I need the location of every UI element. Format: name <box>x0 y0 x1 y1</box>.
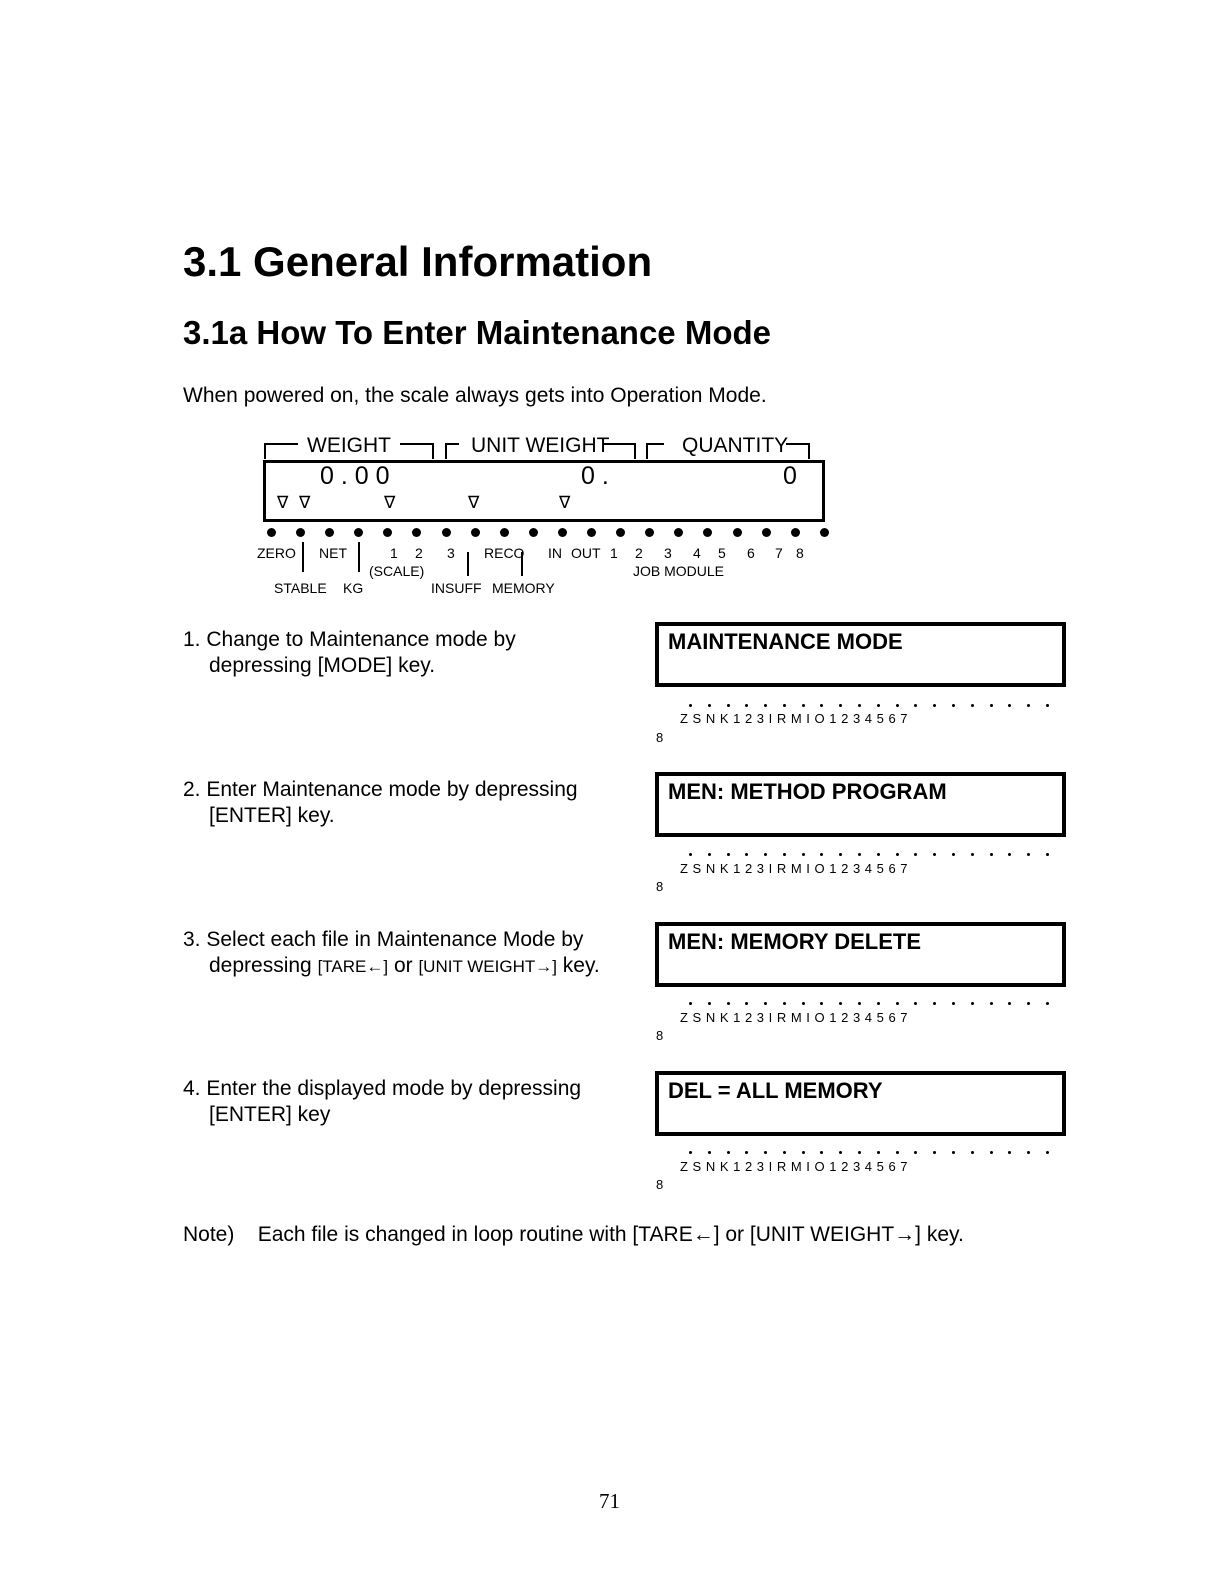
step-4-text <box>183 1076 581 1128</box>
mini-indicator-labels: Z S N K 1 2 3 I R M I O 1 2 3 4 5 6 7 <box>680 861 909 876</box>
triangle-indicator: ∇ <box>384 493 396 512</box>
label-job-4: 4 <box>693 545 701 561</box>
indicator-dot <box>500 528 509 537</box>
indicator-dot <box>529 528 538 537</box>
label-scale-3: 3 <box>447 545 455 561</box>
lcd-text: MEN: METHOD PROGRAM <box>668 779 947 804</box>
mini-indicator-dot <box>877 1002 880 1005</box>
mini-indicator-dot <box>952 704 955 707</box>
mini-indicator-dot <box>745 1002 748 1005</box>
label-in: IN <box>548 545 562 561</box>
indicator-dot <box>325 528 334 537</box>
step-2-text <box>183 777 578 829</box>
step-3-line-2 <box>183 953 600 980</box>
label-job-5: 5 <box>718 545 726 561</box>
triangle-indicator: ∇ <box>299 493 311 512</box>
quantity-bracket-right-v <box>808 443 810 459</box>
indicator-dot <box>442 528 451 537</box>
mini-indicator-dot <box>783 1151 786 1154</box>
mini-indicator-dot <box>914 1151 917 1154</box>
mini-indicator-dot <box>896 1002 899 1005</box>
mini-indicator-dot <box>783 853 786 856</box>
mini-dot-row <box>689 1000 1049 1006</box>
triangle-indicator: ∇ <box>559 493 571 512</box>
mini-indicator-dot <box>802 704 805 707</box>
label-kg: KG <box>343 580 364 596</box>
label-job-6: 6 <box>747 545 755 561</box>
subsection-title: 3.1a How To Enter Maintenance Mode <box>183 314 771 351</box>
mini-indicator-8: 8 <box>656 879 664 894</box>
quantity-bracket-right <box>786 443 808 445</box>
label-memory: MEMORY <box>492 580 555 596</box>
mini-indicator-dot <box>914 853 917 856</box>
weight-bracket-right <box>400 443 432 445</box>
mini-indicator-dot <box>689 1151 692 1154</box>
mini-indicator-dot <box>1046 704 1049 707</box>
mini-indicator-dot <box>802 1151 805 1154</box>
label-scale-1: 1 <box>390 545 398 561</box>
mini-indicator-dot <box>952 853 955 856</box>
indicator-dot-row <box>267 525 829 539</box>
indicator-dot <box>383 528 392 537</box>
mini-indicator-dot <box>914 704 917 707</box>
unit-weight-readout: 0 . <box>581 462 609 490</box>
mini-indicator-labels: Z S N K 1 2 3 I R M I O 1 2 3 4 5 6 7 <box>680 711 909 726</box>
mini-indicator-dot <box>896 704 899 707</box>
mini-indicator-dot <box>820 704 823 707</box>
label-stable: STABLE <box>274 580 327 596</box>
mini-indicator-dot <box>820 853 823 856</box>
mini-indicator-dot <box>764 1002 767 1005</box>
mini-indicator-dot <box>1027 1002 1030 1005</box>
step-3-text-e: key. <box>556 954 600 977</box>
page-number: 71 <box>599 1489 620 1513</box>
step-3-text-a: depressing <box>209 954 318 977</box>
leader-line-kg <box>358 542 360 572</box>
quantity-bracket-left-v <box>646 443 648 459</box>
leader-line-insuff <box>467 552 469 576</box>
label-net: NET <box>319 545 347 561</box>
mini-indicator-8: 8 <box>656 1028 664 1043</box>
mini-indicator-dot <box>952 1151 955 1154</box>
triangle-indicator: ∇ <box>468 493 480 512</box>
mini-indicator-dot <box>971 704 974 707</box>
indicator-dot <box>674 528 683 537</box>
weight-bracket-left <box>264 443 298 445</box>
indicator-dot <box>267 528 276 537</box>
mini-indicator-dot <box>764 704 767 707</box>
unit-weight-bracket-left <box>445 443 459 445</box>
label-scale-2: 2 <box>415 545 423 561</box>
step-4-line-2: [ENTER] key <box>209 1103 331 1126</box>
mini-indicator-dot <box>1046 1002 1049 1005</box>
triangle-indicator: ∇ <box>277 493 289 512</box>
indicator-dot <box>703 528 712 537</box>
indicator-dot <box>791 528 800 537</box>
mini-indicator-dot <box>727 853 730 856</box>
indicator-dot <box>296 528 305 537</box>
mini-indicator-dot <box>990 1151 993 1154</box>
mini-dot-row <box>689 1149 1049 1155</box>
mini-indicator-dot <box>839 1002 842 1005</box>
quantity-readout: 0 <box>783 462 797 490</box>
step-1-line-2: depressing [MODE] key. <box>209 654 436 677</box>
step-1-line-1: 1. Change to Maintenance mode by <box>183 628 516 651</box>
mini-indicator-dot <box>858 1151 861 1154</box>
weight-label: WEIGHT <box>307 434 391 457</box>
lcd-text: DEL = ALL MEMORY <box>668 1078 883 1103</box>
mini-indicator-dot <box>877 704 880 707</box>
mini-indicator-dot <box>877 853 880 856</box>
mini-indicator-dot <box>820 1002 823 1005</box>
label-job-1: 1 <box>610 545 618 561</box>
mini-indicator-dot <box>839 1151 842 1154</box>
label-reco: RECO <box>484 545 525 561</box>
mini-indicator-8: 8 <box>656 730 664 745</box>
mini-indicator-dot <box>764 853 767 856</box>
mini-indicator-dot <box>858 1002 861 1005</box>
mini-indicator-dot <box>1027 704 1030 707</box>
indicator-dot <box>820 528 829 537</box>
mini-indicator-dot <box>689 1002 692 1005</box>
label-scale: (SCALE) <box>369 563 425 579</box>
quantity-bracket-left <box>646 443 664 445</box>
mini-indicator-dot <box>783 704 786 707</box>
mini-indicator-dot <box>764 1151 767 1154</box>
lcd-display-step-2 <box>655 772 1066 837</box>
mini-indicator-dot <box>708 853 711 856</box>
indicator-dot <box>471 528 480 537</box>
mini-indicator-dot <box>820 1151 823 1154</box>
indicator-dot <box>616 528 625 537</box>
mini-indicator-dot <box>971 1002 974 1005</box>
mini-indicator-dot <box>933 1151 936 1154</box>
mini-indicator-dot <box>839 704 842 707</box>
mini-dot-row <box>689 851 1049 857</box>
weight-bracket-right-v <box>432 443 434 459</box>
note-text: Note) Each file is changed in loop routine with [TARE←] or [UNIT WEIGHT→] key. <box>183 1223 964 1246</box>
mini-indicator-dot <box>839 853 842 856</box>
indicator-dot <box>412 528 421 537</box>
mini-indicator-dot <box>1046 853 1049 856</box>
lcd-display-step-3 <box>655 922 1066 987</box>
mini-indicator-dot <box>858 853 861 856</box>
weight-readout: 0 . 0 0 <box>320 462 390 490</box>
mini-indicator-dot <box>933 853 936 856</box>
unit-weight-key-ref: [UNIT WEIGHT→] <box>418 957 557 976</box>
indicator-dot <box>558 528 567 537</box>
step-1-text <box>183 627 516 679</box>
label-out: OUT <box>571 545 601 561</box>
step-2-line-1: 2. Enter Maintenance mode by depressing <box>183 778 578 801</box>
mini-indicator-dot <box>1008 704 1011 707</box>
mini-indicator-dot <box>896 853 899 856</box>
label-zero: ZERO <box>257 545 296 561</box>
step-2-line-2: [ENTER] key. <box>209 804 335 827</box>
tare-key-ref: [TARE←] <box>317 957 389 976</box>
mini-dot-row <box>689 702 1049 708</box>
mini-indicator-dot <box>971 853 974 856</box>
mini-indicator-dot <box>933 1002 936 1005</box>
step-3-line-1: 3. Select each file in Maintenance Mode by <box>183 928 584 951</box>
weight-bracket-left-v <box>264 443 266 459</box>
unit-weight-label: UNIT WEIGHT <box>471 434 610 457</box>
lcd-text: MAINTENANCE MODE <box>668 629 903 654</box>
mini-indicator-dot <box>708 1151 711 1154</box>
mini-indicator-dot <box>745 704 748 707</box>
leader-line-stable <box>302 542 304 572</box>
mini-indicator-dot <box>745 853 748 856</box>
unit-weight-bracket-left-v <box>445 443 447 459</box>
mini-indicator-dot <box>727 1002 730 1005</box>
step-3-text-c: or <box>388 954 419 977</box>
label-job-7: 7 <box>775 545 783 561</box>
mini-indicator-dot <box>952 1002 955 1005</box>
mini-indicator-dot <box>727 1151 730 1154</box>
mini-indicator-dot <box>971 1151 974 1154</box>
indicator-dot <box>354 528 363 537</box>
unit-weight-bracket-right-v <box>634 443 636 459</box>
section-title: 3.1 General Information <box>183 238 653 285</box>
indicator-dot <box>733 528 742 537</box>
mini-indicator-dot <box>689 704 692 707</box>
mini-indicator-8: 8 <box>656 1177 664 1192</box>
mini-indicator-dot <box>727 704 730 707</box>
mini-indicator-dot <box>877 1151 880 1154</box>
step-4-line-1: 4. Enter the displayed mode by depressing <box>183 1077 582 1100</box>
indicator-dot <box>645 528 654 537</box>
mini-indicator-dot <box>1008 1002 1011 1005</box>
mini-indicator-dot <box>990 1002 993 1005</box>
mini-indicator-dot <box>933 704 936 707</box>
lcd-display-step-4 <box>655 1071 1066 1136</box>
indicator-dot <box>762 528 771 537</box>
mini-indicator-dot <box>1008 853 1011 856</box>
quantity-label: QUANTITY <box>682 434 789 457</box>
mini-indicator-dot <box>745 1151 748 1154</box>
intro-paragraph: When powered on, the scale always gets into Operation Mode. <box>183 384 767 407</box>
lcd-text: MEN: MEMORY DELETE <box>668 929 922 954</box>
mini-indicator-dot <box>708 1002 711 1005</box>
mini-indicator-dot <box>783 1002 786 1005</box>
mini-indicator-labels: Z S N K 1 2 3 I R M I O 1 2 3 4 5 6 7 <box>680 1159 909 1174</box>
label-job-2: 2 <box>635 545 643 561</box>
mini-indicator-dot <box>990 704 993 707</box>
mini-indicator-dot <box>1046 1151 1049 1154</box>
mini-indicator-dot <box>914 1002 917 1005</box>
mini-indicator-dot <box>689 853 692 856</box>
label-insuff: INSUFF <box>431 580 482 596</box>
label-job-8: 8 <box>796 545 804 561</box>
indicator-dot <box>587 528 596 537</box>
leader-line-memory <box>521 552 523 576</box>
mini-indicator-dot <box>1027 1151 1030 1154</box>
mini-indicator-dot <box>858 704 861 707</box>
mini-indicator-dot <box>896 1151 899 1154</box>
mini-indicator-dot <box>1008 1151 1011 1154</box>
mini-indicator-dot <box>802 853 805 856</box>
label-job-module: JOB MODULE <box>633 563 725 579</box>
lcd-display-step-1 <box>655 622 1066 687</box>
mini-indicator-dot <box>708 704 711 707</box>
mini-indicator-dot <box>990 853 993 856</box>
step-3-text <box>183 927 600 980</box>
mini-indicator-dot <box>1027 853 1030 856</box>
label-job-3: 3 <box>664 545 672 561</box>
mini-indicator-dot <box>802 1002 805 1005</box>
mini-indicator-labels: Z S N K 1 2 3 I R M I O 1 2 3 4 5 6 7 <box>680 1010 909 1025</box>
